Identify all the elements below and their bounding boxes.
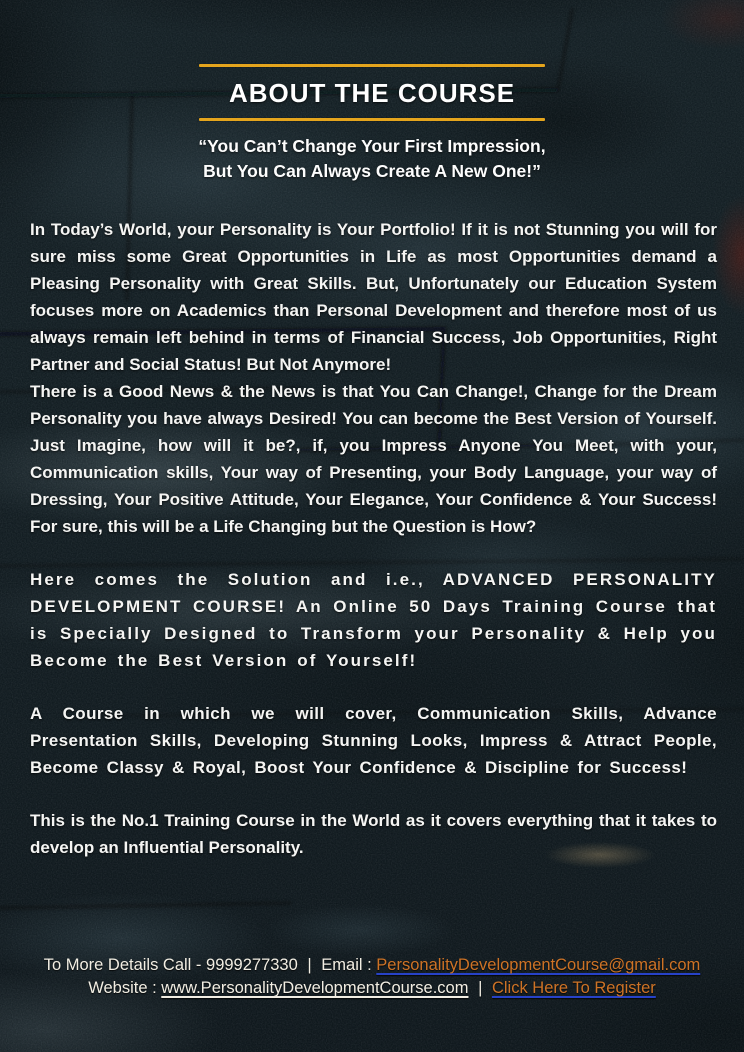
contact-footer <box>0 954 744 1000</box>
paragraph-intro: In Today’s World, your Personality is Your Portfolio! If it is not Stunning you will for sure miss some Great Opportunities in Life as most Opportunities demand a Pleasing Personality with Great Skills. But, Unfortunately our Education System focuses more on Academics than Personal Development and therefore most of us always remain left behind in terms of Financial Success, Job Opportunities, Right Partner and Social Status! But Not Anymore! <box>30 220 717 374</box>
separator-pipe: | <box>478 979 483 997</box>
page-title: ABOUT THE COURSE <box>228 78 516 108</box>
quote-line-1: “You Can’t Change Your First Impression, <box>198 136 546 156</box>
quote-line-2: But You Can Always Create A New One!” <box>203 161 541 181</box>
website-label: Website : <box>88 979 157 997</box>
gold-divider-bottom <box>199 118 545 121</box>
website-link[interactable]: www.PersonalityDevelopmentCourse.com <box>161 979 469 997</box>
paragraph-course-contents: A Course in which we will cover, Communication Skills, Advance Presentation Skills, Developing Stunning Looks, Impress & Attract People, Become Classy & Royal, Boost Your Confidence & Discipline for Success! <box>30 704 717 777</box>
paragraph-solution: Here comes the Solution and i.e., ADVANCED PERSONALITY DEVELOPMENT COURSE! An Online 50 Days Training Course that is Specially Designed to Transform your Personality & Help you Become the Best Version of Yourself! <box>30 570 717 670</box>
phone-text: To More Details Call - 9999277330 <box>43 956 298 974</box>
separator-pipe: | <box>307 956 312 974</box>
gold-divider-top <box>199 64 545 67</box>
footer-line-2 <box>0 977 744 1000</box>
header <box>0 0 744 184</box>
paragraph-no1-course: This is the No.1 Training Course in the World as it covers everything that it takes to develop an Influential Personality. <box>30 811 717 857</box>
paragraph-good-news: There is a Good News & the News is that You Can Change!, Change for the Dream Personality you have always Desired! You can become the Best Version of Yourself. Just Imagine, how will it be?, if, you Impress Anyone You Meet, with your, Communication skills, Your way of Presenting, your Body Language, your way of Dressing, Your Positive Attitude, Your Elegance, Your Confidence & Your Success! For sure, this will be a Life Changing but the Question is How? <box>30 382 717 536</box>
email-label: Email : <box>321 956 372 974</box>
footer-line-1 <box>0 954 744 977</box>
tagline-quote <box>0 134 744 184</box>
body-text <box>0 216 744 861</box>
email-link[interactable]: PersonalityDevelopmentCourse@gmail.com <box>376 956 701 974</box>
register-link[interactable]: Click Here To Register <box>491 979 656 997</box>
